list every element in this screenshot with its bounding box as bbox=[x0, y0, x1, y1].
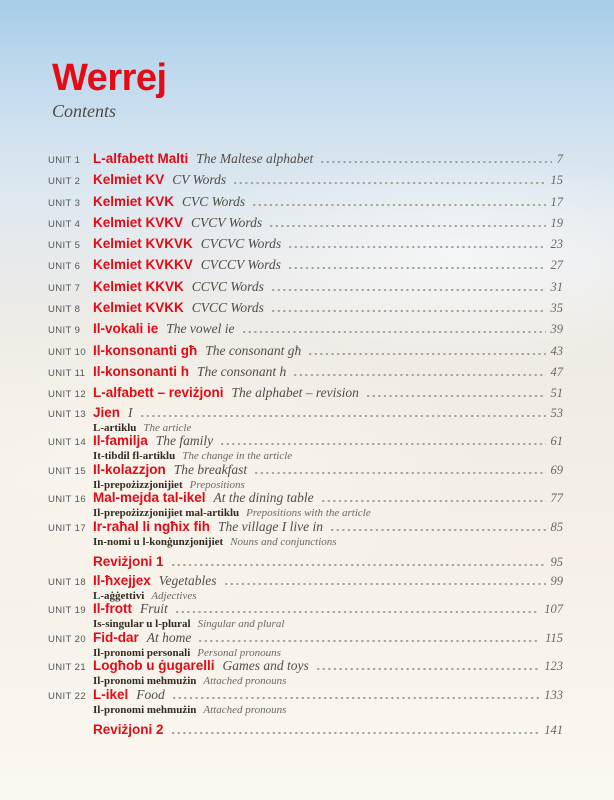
entry-title-english: At the dining table bbox=[213, 490, 314, 506]
page-number: 35 bbox=[550, 301, 563, 316]
dotted-leader bbox=[289, 267, 546, 269]
page-number: 107 bbox=[544, 602, 563, 617]
page-number: 19 bbox=[550, 215, 563, 230]
entry-subtitle-english: Prepositions bbox=[189, 478, 245, 491]
dotted-leader bbox=[367, 395, 546, 397]
page-number: 17 bbox=[550, 194, 563, 209]
dotted-leader bbox=[199, 640, 540, 642]
entry-subtitle-english: Personal pronouns bbox=[197, 646, 281, 659]
dotted-leader bbox=[253, 204, 545, 206]
unit-label: UNIT 10 bbox=[48, 346, 86, 358]
entry-title-maltese: Il-ħxejjex bbox=[93, 572, 151, 588]
entry-title-maltese: Il-frott bbox=[93, 601, 132, 617]
entry-title-maltese: Logħob u ġugarelli bbox=[93, 658, 215, 674]
toc-entry bbox=[48, 254, 563, 275]
page-number: 95 bbox=[550, 554, 563, 569]
page-number: 31 bbox=[550, 279, 563, 294]
entry-subtitle-english: Singular and plural bbox=[197, 618, 285, 631]
entry-title-english: The alphabet – revision bbox=[231, 385, 359, 401]
dotted-leader bbox=[176, 611, 540, 613]
entry-subtitle-maltese: L-artiklu bbox=[93, 421, 137, 434]
entry-title-maltese: Fid-dar bbox=[93, 629, 139, 645]
entry-title-english: The consonant h bbox=[197, 363, 287, 379]
entry-subtitle-maltese: Is-singular u l-plural bbox=[93, 618, 191, 631]
page-number: 27 bbox=[550, 258, 563, 273]
entry-subtitle-maltese: Il-pronomi mehmużin bbox=[93, 675, 197, 688]
page-number: 99 bbox=[550, 573, 563, 588]
toc-entry-main-line bbox=[48, 169, 563, 190]
toc-entry bbox=[48, 297, 563, 318]
toc-entry-sub-line bbox=[93, 618, 563, 629]
page-number: 47 bbox=[550, 364, 563, 379]
entry-title-maltese: Il-konsonanti għ bbox=[93, 342, 198, 358]
entry-title-english: Food bbox=[136, 686, 165, 702]
toc-entry-main-line bbox=[48, 686, 563, 704]
entry-subtitle-english: The change in the article bbox=[182, 450, 293, 463]
unit-label: UNIT 11 bbox=[48, 367, 86, 379]
unit-label: UNIT 3 bbox=[48, 197, 81, 209]
toc-review-entry bbox=[48, 715, 563, 740]
toc-entry-main-line bbox=[48, 191, 563, 212]
toc-entry bbox=[48, 382, 563, 403]
page-number: 123 bbox=[544, 659, 563, 674]
unit-label: UNIT 5 bbox=[48, 240, 81, 252]
toc-entry-main-line bbox=[48, 382, 563, 403]
toc-entry-main-line bbox=[48, 212, 563, 233]
toc-entry-main-line bbox=[48, 254, 563, 275]
toc-entry-main-line bbox=[48, 361, 563, 382]
page-number: 51 bbox=[550, 386, 563, 401]
unit-label: UNIT 6 bbox=[48, 261, 81, 273]
toc-entry-main-line bbox=[48, 404, 563, 422]
dotted-leader bbox=[221, 443, 545, 445]
entry-title-english: The Maltese alphabet bbox=[196, 151, 314, 166]
page-number: 39 bbox=[550, 322, 563, 337]
toc-entry-main-line bbox=[48, 715, 563, 740]
toc-entry bbox=[48, 600, 563, 629]
entry-title-english: Fruit bbox=[139, 601, 168, 617]
entry-title-english: The village I live in bbox=[218, 518, 323, 534]
entry-title-maltese: Jien bbox=[93, 404, 121, 420]
toc-entry-main-line bbox=[48, 572, 563, 590]
dotted-leader bbox=[309, 353, 545, 355]
unit-label: UNIT 17 bbox=[48, 522, 86, 534]
toc-list bbox=[48, 148, 563, 740]
toc-entry-sub-line bbox=[93, 422, 563, 433]
entry-title-maltese: L-alfabett Malti bbox=[93, 151, 189, 166]
entry-title-english: The family bbox=[155, 433, 214, 449]
entry-title-maltese: Reviżjoni 2 bbox=[93, 721, 164, 737]
page-title: Werrej bbox=[52, 57, 167, 99]
dotted-leader bbox=[317, 668, 540, 670]
entry-subtitle-maltese: In-nomi u l-konġunzjonijiet bbox=[93, 535, 224, 548]
toc-entry-sub-line bbox=[93, 647, 563, 658]
toc-entry-main-line bbox=[48, 276, 563, 297]
toc-entry-main-line bbox=[48, 318, 563, 339]
entry-title-maltese: Kelmiet KVKVK bbox=[93, 236, 193, 252]
entry-title-maltese: Kelmiet KVKV bbox=[93, 214, 184, 230]
entry-title-english: The vowel ie bbox=[166, 321, 235, 337]
unit-label: UNIT 4 bbox=[48, 218, 81, 230]
dotted-leader bbox=[173, 697, 539, 699]
entry-title-english: CVCV Words bbox=[191, 214, 263, 230]
entry-title-english: CVC Words bbox=[182, 193, 246, 209]
entry-title-english: The consonant għ bbox=[205, 342, 302, 358]
entry-title-english: CVCC Words bbox=[191, 300, 264, 316]
entry-subtitle-maltese: Il-pronomi personali bbox=[93, 646, 191, 659]
unit-label: UNIT 15 bbox=[48, 465, 86, 477]
entry-title-english: CV Words bbox=[172, 172, 227, 188]
page-number: 53 bbox=[550, 405, 563, 420]
entry-subtitle-english: The article bbox=[143, 421, 192, 434]
toc-entry-main-line bbox=[48, 547, 563, 572]
entry-subtitle-english: Nouns and conjunctions bbox=[230, 535, 337, 548]
dotted-leader bbox=[272, 310, 546, 312]
toc-entry-main-line bbox=[48, 461, 563, 479]
toc-entry-main-line bbox=[48, 489, 563, 507]
unit-label: UNIT 20 bbox=[48, 633, 86, 645]
toc-entry-main-line bbox=[48, 657, 563, 675]
toc-entry bbox=[48, 686, 563, 715]
entry-title-english: The breakfast bbox=[173, 461, 248, 477]
toc-entry bbox=[48, 518, 563, 547]
page-number: 85 bbox=[550, 519, 563, 534]
dotted-leader bbox=[289, 246, 545, 248]
dotted-leader bbox=[243, 331, 546, 333]
page-number: 133 bbox=[544, 687, 563, 702]
entry-subtitle-english: Attached pronouns bbox=[203, 703, 287, 716]
toc-entry-main-line bbox=[48, 148, 563, 169]
entry-subtitle-english: Prepositions with the article bbox=[246, 507, 371, 520]
page-number: 7 bbox=[556, 152, 563, 166]
page-subtitle: Contents bbox=[52, 101, 117, 121]
entry-subtitle-maltese: It-tibdil fl-artiklu bbox=[93, 450, 176, 463]
toc-entry-sub-line bbox=[93, 590, 563, 601]
entry-title-english: I bbox=[128, 404, 133, 420]
toc-entry bbox=[48, 276, 563, 297]
dotted-leader bbox=[331, 529, 546, 531]
entry-title-maltese: L-alfabett – reviżjoni bbox=[93, 385, 224, 401]
entry-title-maltese: Kelmiet KVKKV bbox=[93, 257, 193, 273]
toc-review-entry bbox=[48, 547, 563, 572]
entry-title-maltese: Reviżjoni 1 bbox=[93, 553, 164, 569]
unit-label: UNIT 22 bbox=[48, 690, 86, 702]
entry-title-maltese: Ir-raħal li ngħix fih bbox=[93, 518, 211, 534]
toc-entry bbox=[48, 318, 563, 339]
toc-entry-main-line bbox=[48, 600, 563, 618]
page-number: 15 bbox=[550, 173, 563, 188]
entry-title-english: Games and toys bbox=[222, 658, 309, 674]
dotted-leader bbox=[272, 289, 546, 291]
entry-subtitle-maltese: Il-prepożizzjonijiet bbox=[93, 478, 183, 491]
toc-entry bbox=[48, 233, 563, 254]
toc-entry-sub-line bbox=[93, 479, 563, 490]
entry-subtitle-maltese: L-aġġettivi bbox=[93, 589, 145, 602]
unit-label: UNIT 2 bbox=[48, 176, 81, 188]
toc-entry bbox=[48, 629, 563, 658]
toc-entry-sub-line bbox=[93, 507, 563, 518]
page-number: 61 bbox=[550, 434, 563, 449]
toc-entry-sub-line bbox=[93, 704, 563, 715]
entry-title-maltese: Kelmiet KKVK bbox=[93, 278, 184, 294]
toc-entry bbox=[48, 572, 563, 601]
entry-title-maltese: Il-kolazzjon bbox=[93, 461, 166, 477]
entry-subtitle-english: Adjectives bbox=[151, 589, 197, 602]
page-number: 23 bbox=[550, 237, 563, 252]
toc-entry-main-line bbox=[48, 518, 563, 536]
toc-entry-main-line bbox=[48, 233, 563, 254]
toc-entry bbox=[48, 404, 563, 433]
entry-subtitle-maltese: Il-pronomi mehmużin bbox=[93, 703, 197, 716]
entry-title-maltese: L-ikel bbox=[93, 686, 129, 702]
unit-label: UNIT 7 bbox=[48, 282, 81, 294]
entry-title-maltese: Il-konsonanti h bbox=[93, 363, 189, 379]
toc-entry bbox=[48, 148, 563, 169]
dotted-leader bbox=[172, 564, 546, 566]
entry-title-maltese: Kelmiet KVK bbox=[93, 193, 175, 209]
toc-entry-main-line bbox=[48, 340, 563, 361]
page-number: 141 bbox=[544, 722, 563, 737]
entry-title-maltese: Kelmiet KVKK bbox=[93, 300, 184, 316]
toc-entry bbox=[48, 340, 563, 361]
toc-entry bbox=[48, 432, 563, 461]
dotted-leader bbox=[321, 161, 552, 163]
unit-label: UNIT 13 bbox=[48, 408, 86, 420]
entry-title-maltese: Kelmiet KV bbox=[93, 172, 165, 188]
dotted-leader bbox=[270, 225, 545, 227]
toc-entry bbox=[48, 361, 563, 382]
dotted-leader bbox=[322, 500, 546, 502]
entry-subtitle-maltese: Il-prepożizzjonijiet mal-artiklu bbox=[93, 507, 240, 520]
toc-entry-main-line bbox=[48, 432, 563, 450]
entry-title-maltese: Il-familja bbox=[93, 433, 148, 449]
dotted-leader bbox=[141, 415, 546, 417]
unit-label: UNIT 21 bbox=[48, 662, 86, 674]
entry-title-english: Vegetables bbox=[158, 572, 217, 588]
dotted-leader bbox=[294, 374, 545, 376]
toc-entry bbox=[48, 461, 563, 490]
dotted-leader bbox=[172, 732, 540, 734]
entry-title-english: At home bbox=[146, 629, 192, 645]
unit-label: UNIT 9 bbox=[48, 325, 81, 337]
unit-label: UNIT 1 bbox=[48, 155, 81, 166]
page-number: 43 bbox=[550, 343, 563, 358]
unit-label: UNIT 18 bbox=[48, 576, 86, 588]
dotted-leader bbox=[234, 182, 545, 184]
page-number: 77 bbox=[550, 491, 563, 506]
unit-label: UNIT 8 bbox=[48, 304, 81, 316]
toc-entry-main-line bbox=[48, 629, 563, 647]
page-number: 69 bbox=[550, 462, 563, 477]
unit-label: UNIT 19 bbox=[48, 605, 86, 617]
dotted-leader bbox=[255, 472, 545, 474]
entry-title-maltese: Mal-mejda tal-ikel bbox=[93, 490, 206, 506]
dotted-leader bbox=[225, 583, 546, 585]
toc-entry bbox=[48, 169, 563, 190]
toc-entry bbox=[48, 191, 563, 212]
entry-title-english: CCVC Words bbox=[191, 278, 264, 294]
toc-entry bbox=[48, 212, 563, 233]
entry-subtitle-english: Attached pronouns bbox=[203, 675, 287, 688]
unit-label: UNIT 12 bbox=[48, 389, 86, 401]
entry-title-english: CVCVC Words bbox=[200, 236, 282, 252]
toc-entry bbox=[48, 489, 563, 518]
toc-entry-sub-line bbox=[93, 675, 563, 686]
toc-entry bbox=[48, 657, 563, 686]
toc-entry-sub-line bbox=[93, 450, 563, 461]
page-header bbox=[0, 0, 614, 122]
entry-title-english: CVCCV Words bbox=[200, 257, 281, 273]
unit-label: UNIT 16 bbox=[48, 494, 86, 506]
page-number: 115 bbox=[545, 630, 563, 645]
toc-entry-sub-line bbox=[93, 536, 563, 547]
unit-label: UNIT 14 bbox=[48, 437, 86, 449]
toc-entry-main-line bbox=[48, 297, 563, 318]
entry-title-maltese: Il-vokali ie bbox=[93, 321, 159, 337]
